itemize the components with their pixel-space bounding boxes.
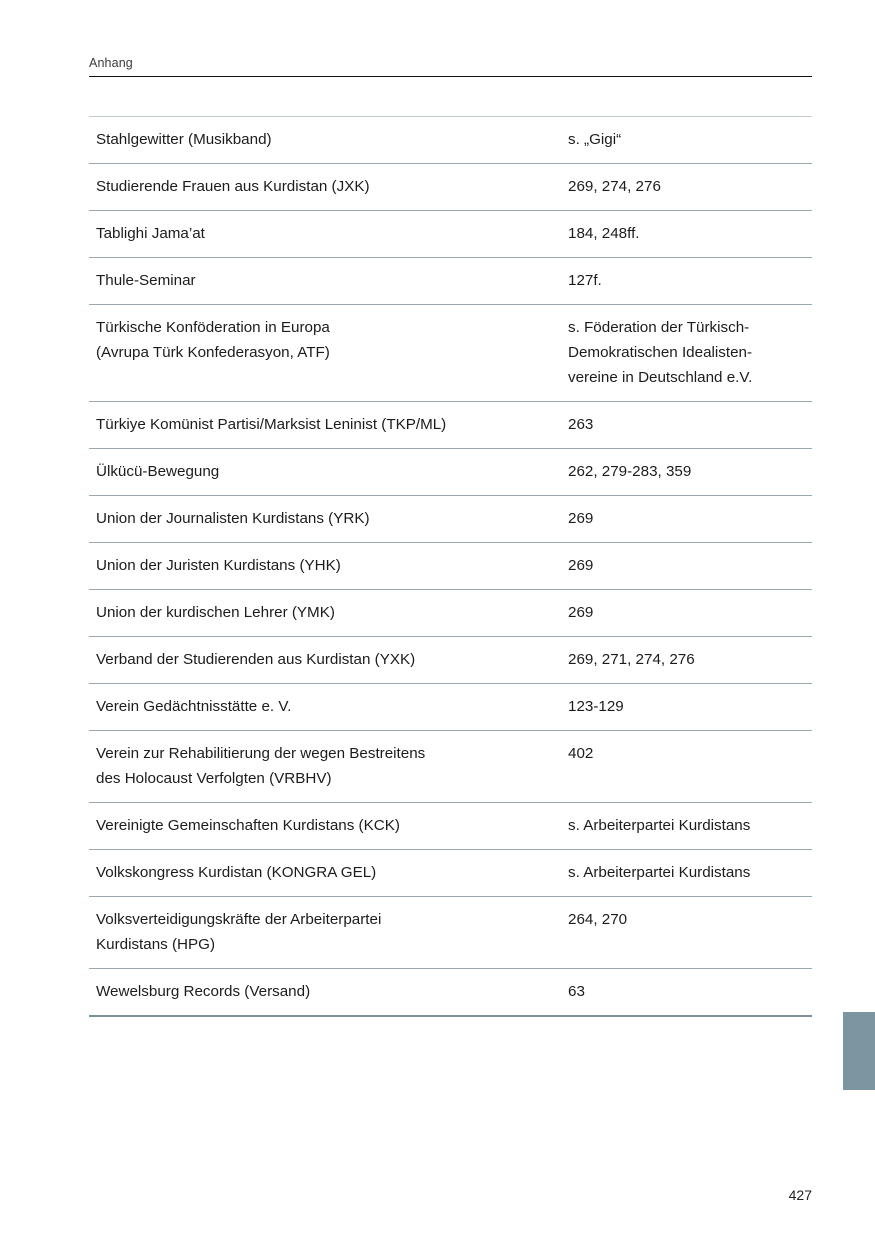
index-entry-term	[89, 637, 568, 684]
index-entry-pages	[568, 543, 812, 590]
index-entry-term-line: Türkiye Komünist Partisi/Marksist Leninist (TKP/ML)	[96, 416, 447, 433]
index-entry-term	[89, 803, 568, 850]
index-entry-row	[89, 305, 812, 402]
index-entry-term-line: des Holocaust Verfolgten (VRBHV)	[96, 770, 332, 787]
running-head	[89, 55, 812, 77]
index-entry-pages	[568, 897, 812, 969]
index-entry-term-line: Stahlgewitter (Musikband)	[96, 131, 272, 148]
index-entry-term-line: Union der kurdischen Lehrer (YMK)	[96, 604, 335, 621]
page-number: 427	[788, 1187, 812, 1203]
index-entry-term-line: Verband der Studierenden aus Kurdistan (YXK)	[96, 651, 416, 668]
index-table	[89, 116, 812, 1017]
index-entry-pages-line: 269, 271, 274, 276	[568, 651, 695, 668]
index-entry-term	[89, 850, 568, 897]
index-entry-pages-line: 402	[568, 745, 594, 762]
index-entry-pages	[568, 684, 812, 731]
index-entry-pages	[568, 590, 812, 637]
index-entry-pages	[568, 402, 812, 449]
index-entry-pages	[568, 803, 812, 850]
index-entry-pages-line: 269	[568, 510, 594, 527]
index-entry-term-line: Türkische Konföderation in Europa	[96, 319, 330, 336]
index-entry-row	[89, 117, 812, 164]
index-entry-term	[89, 305, 568, 402]
index-entry-pages-line: vereine in Deutschland e.V.	[568, 369, 753, 386]
index-entry-row	[89, 543, 812, 590]
index-entry-term-line: Wewelsburg Records (Versand)	[96, 983, 311, 1000]
index-entry-term	[89, 969, 568, 1017]
index-entry-term	[89, 496, 568, 543]
index-entry-row	[89, 731, 812, 803]
index-entry-term	[89, 164, 568, 211]
index-entry-pages-line: s. Arbeiterpartei Kurdistans	[568, 864, 751, 881]
section-edge-marker	[843, 1012, 875, 1090]
index-entry-term-line: Verein Gedächtnisstätte e. V.	[96, 698, 292, 715]
index-entry-pages-line: 269, 274, 276	[568, 178, 661, 195]
index-entry-term-line: Kurdistans (HPG)	[96, 936, 216, 953]
index-entry-term-line: Verein zur Rehabilitierung der wegen Bestreitens	[96, 745, 426, 762]
index-entry-row	[89, 637, 812, 684]
index-entry-row	[89, 258, 812, 305]
index-entry-row	[89, 897, 812, 969]
index-entry-row	[89, 164, 812, 211]
index-entry-term	[89, 543, 568, 590]
index-entry-pages	[568, 496, 812, 543]
index-entry-pages-line: Demokratischen Idealisten-	[568, 344, 753, 361]
index-entry-term	[89, 731, 568, 803]
index-entry-row	[89, 850, 812, 897]
index-entry-pages-line: 184, 248ff.	[568, 225, 640, 242]
index-entry-pages-line: 63	[568, 983, 585, 1000]
index-entry-row	[89, 211, 812, 258]
index-entry-pages	[568, 164, 812, 211]
running-head-label: Anhang	[89, 56, 133, 70]
running-head-rule	[89, 76, 812, 77]
index-entry-row	[89, 496, 812, 543]
index-entry-term	[89, 211, 568, 258]
index-table-body	[89, 117, 812, 1017]
index-entry-pages	[568, 637, 812, 684]
index-entry-term-line: Volksverteidigungskräfte der Arbeiterpartei	[96, 911, 382, 928]
index-entry-term-line: Thule-Seminar	[96, 272, 196, 289]
index-entry-pages-line: 262, 279-283, 359	[568, 463, 692, 480]
index-entry-row	[89, 590, 812, 637]
index-entry-row	[89, 684, 812, 731]
index-entry-term-line: Volkskongress Kurdistan (KONGRA GEL)	[96, 864, 377, 881]
index-entry-row	[89, 803, 812, 850]
index-entry-term-line: Union der Juristen Kurdistans (YHK)	[96, 557, 341, 574]
index-entry-pages	[568, 305, 812, 402]
index-entry-term-line: Ülkücü-Bewegung	[96, 463, 220, 480]
index-entry-row	[89, 449, 812, 496]
index-entry-row	[89, 402, 812, 449]
index-entry-pages	[568, 449, 812, 496]
index-entry-pages	[568, 258, 812, 305]
index-entry-pages	[568, 850, 812, 897]
index-entry-term-line: (Avrupa Türk Konfederasyon, ATF)	[96, 344, 330, 361]
index-entry-term	[89, 258, 568, 305]
index-entry-term-line: Union der Journalisten Kurdistans (YRK)	[96, 510, 370, 527]
index-entry-term	[89, 590, 568, 637]
index-entry-pages-line: s. Föderation der Türkisch-	[568, 319, 750, 336]
index-entry-term-line: Vereinigte Gemeinschaften Kurdistans (KCK)	[96, 817, 400, 834]
index-entry-term	[89, 117, 568, 164]
index-entry-term-line: Studierende Frauen aus Kurdistan (JXK)	[96, 178, 370, 195]
index-entry-pages	[568, 731, 812, 803]
index-entry-term	[89, 897, 568, 969]
index-entry-pages	[568, 211, 812, 258]
index-entry-pages-line: 263	[568, 416, 594, 433]
index-entry-pages-line: 269	[568, 604, 594, 621]
index-entry-term	[89, 684, 568, 731]
index-entry-pages-line: 264, 270	[568, 911, 628, 928]
index-entry-pages-line: 269	[568, 557, 594, 574]
index-entry-pages	[568, 117, 812, 164]
index-entry-pages	[568, 969, 812, 1017]
index-entry-row	[89, 969, 812, 1017]
index-entry-pages-line: s. Arbeiterpartei Kurdistans	[568, 817, 751, 834]
index-entry-pages-line: 123-129	[568, 698, 624, 715]
index-entry-pages-line: 127f.	[568, 272, 602, 289]
index-entry-term	[89, 402, 568, 449]
index-entry-term	[89, 449, 568, 496]
index-entry-pages-line: s. „Gigi“	[568, 131, 622, 148]
index-entry-term-line: Tablighi Jama’at	[96, 225, 205, 242]
